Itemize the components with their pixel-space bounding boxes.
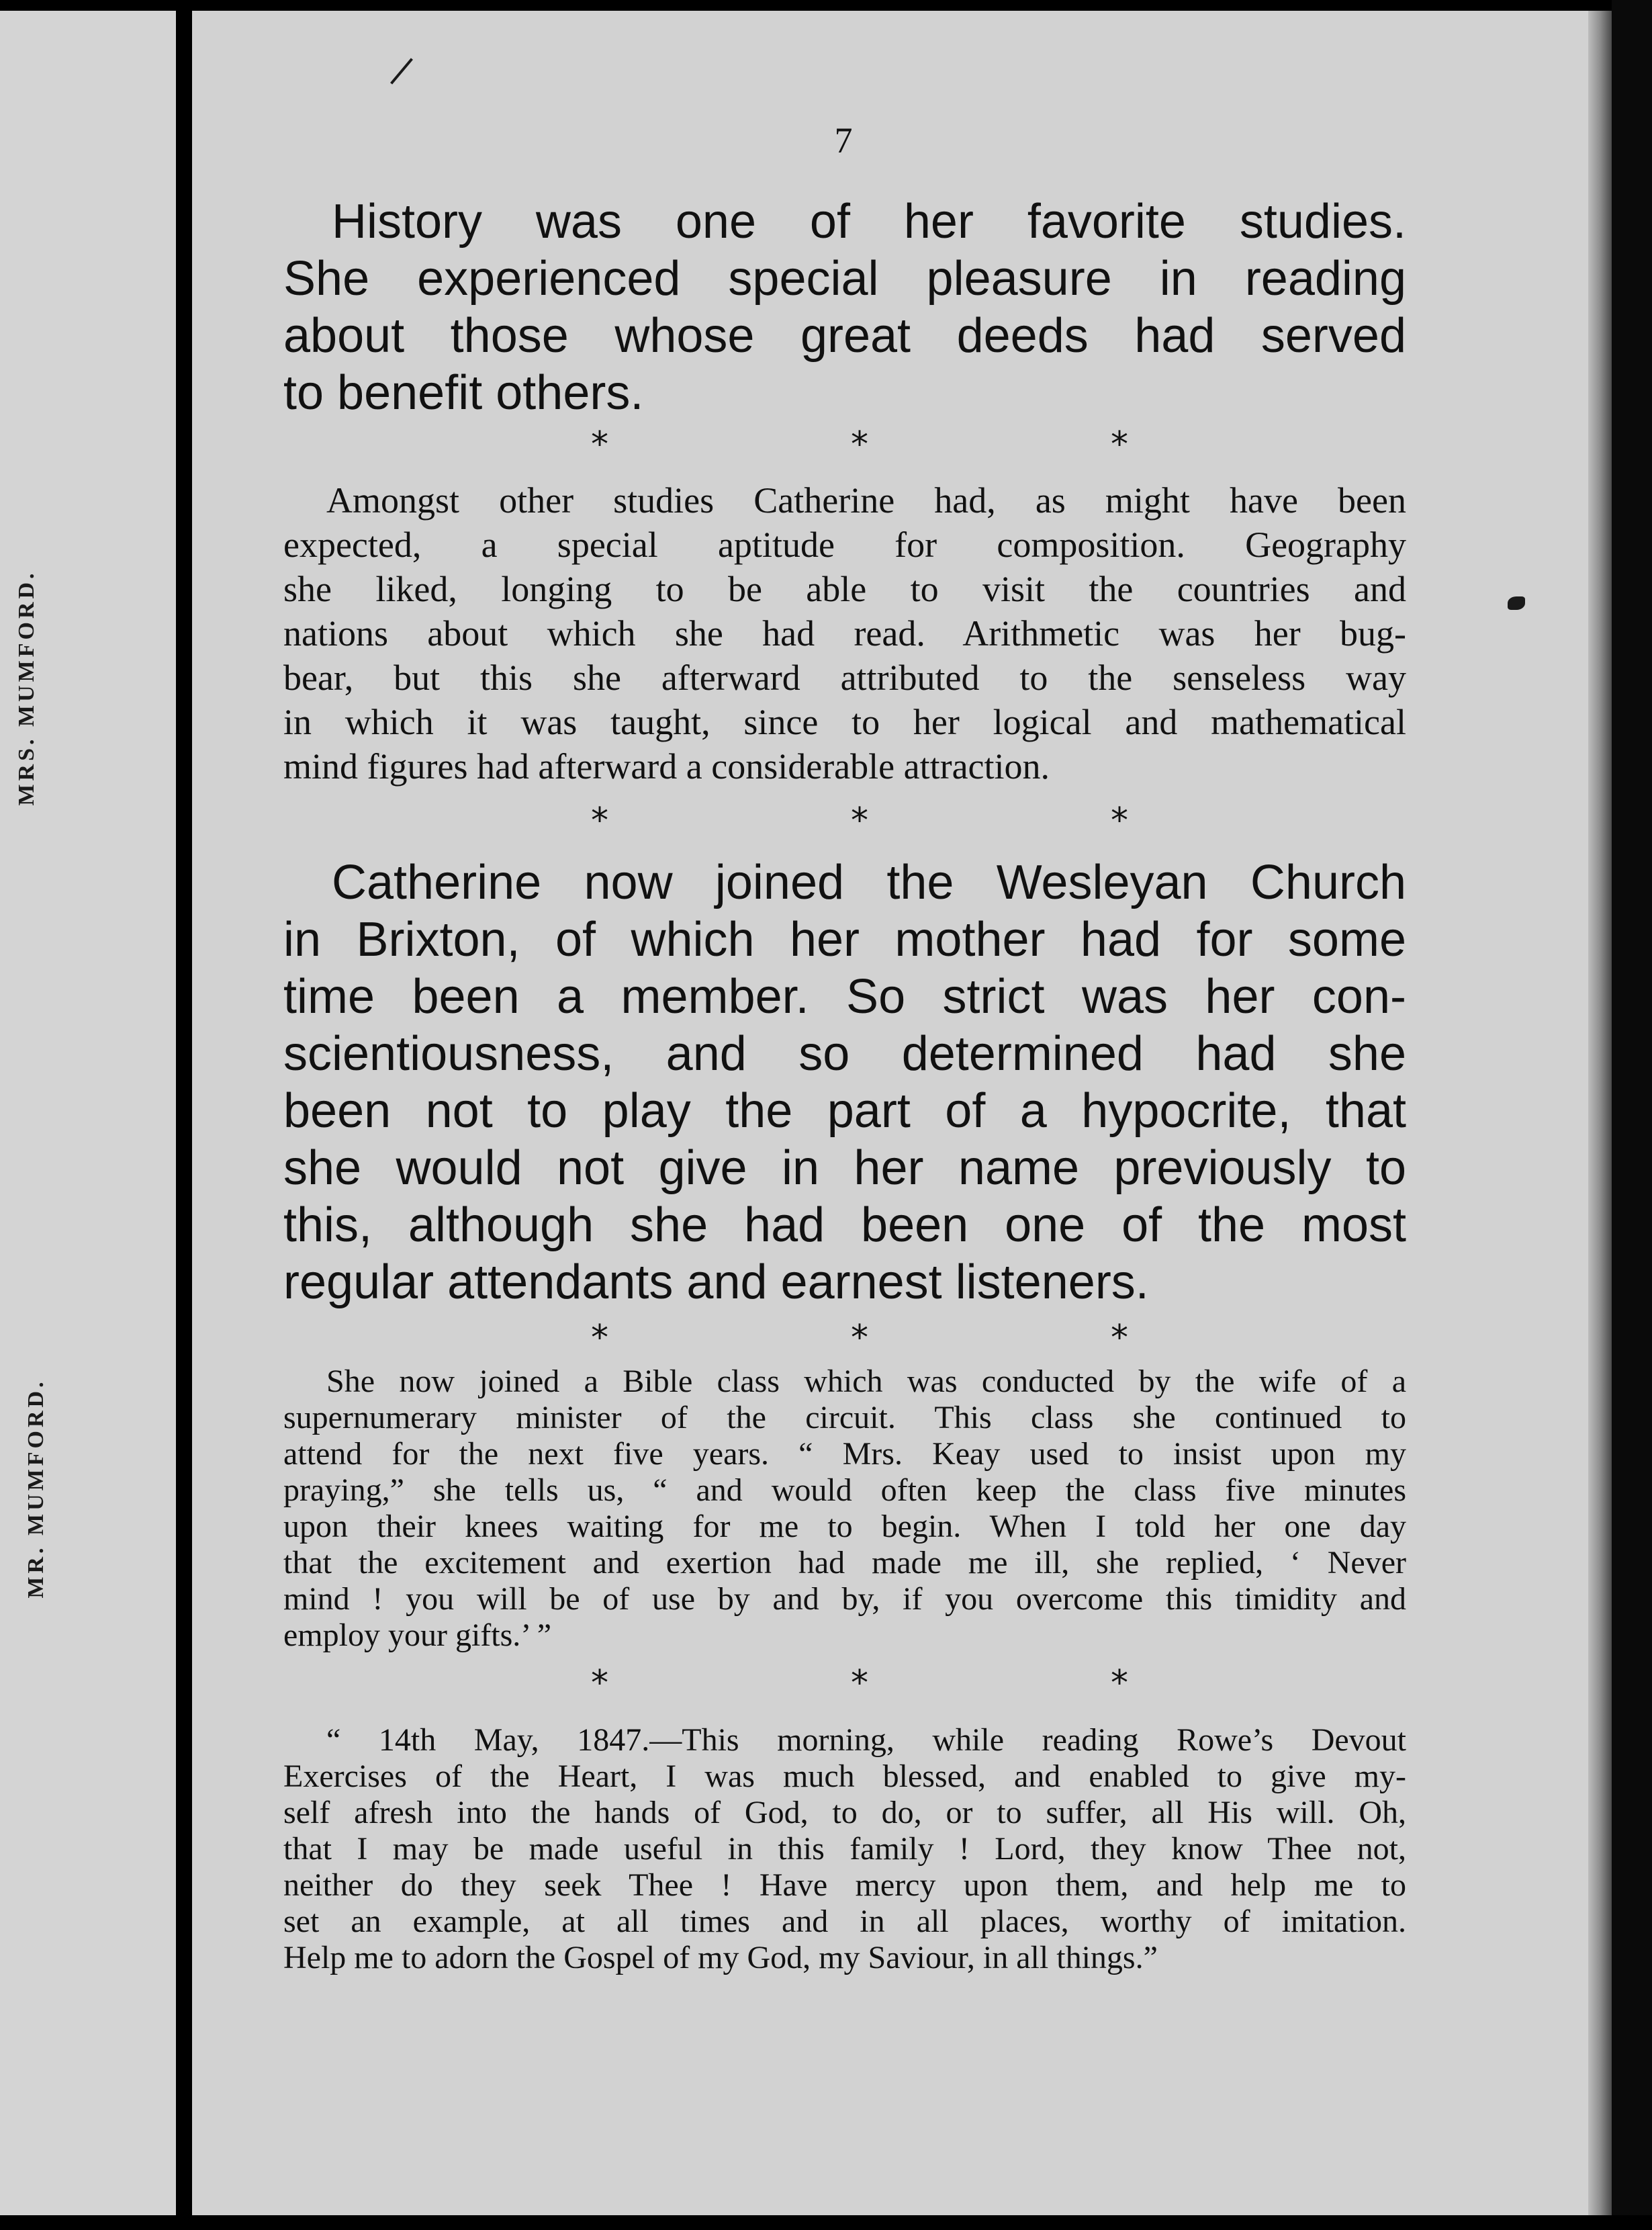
text-line: She experienced special pleasure in reading <box>283 252 1406 306</box>
text-line: Amongst other studies Catherine had, as might have been <box>326 480 1406 521</box>
scan-border-top <box>0 0 1652 11</box>
separator-asterisk: * <box>851 1663 868 1703</box>
text-line: Exercises of the Heart, I was much blessed, and enabled to give my- <box>283 1758 1406 1794</box>
text-line: she would not give in her name previously to <box>283 1141 1406 1195</box>
text-line: in which it was taught, since to her logical and mathematical <box>283 702 1406 742</box>
text-line: “ 14th May, 1847.—This morning, while reading Rowe’s Devout <box>326 1722 1406 1758</box>
text-line: employ your gifts.’ ” <box>283 1617 552 1653</box>
paragraph-bible-class <box>283 1364 1406 1654</box>
separator-asterisk: * <box>591 801 608 841</box>
section-separator <box>591 425 1128 465</box>
spine-label-mr-mumford: MR. MUMFORD. <box>24 1378 48 1599</box>
text-line: that the excitement and exertion had made me ill, she replied, ‘ Never <box>283 1545 1406 1580</box>
text-line: mind ! you will be of use by and by, if you overcome this timidity and <box>283 1581 1406 1617</box>
section-separator <box>591 801 1128 841</box>
text-line: in Brixton, of which her mother had for some <box>283 913 1406 967</box>
text-line: this, although she had been one of the most <box>283 1198 1406 1252</box>
text-line: been not to play the part of a hypocrite, that <box>283 1084 1406 1138</box>
text-line: bear, but this she afterward attributed to the senseless way <box>283 658 1406 698</box>
page-edge-shadow <box>1588 11 1612 2215</box>
text-line: supernumerary minister of the circuit. This class she continued to <box>283 1400 1406 1435</box>
text-line: Help me to adorn the Gospel of my God, my Saviour, in all things.” <box>283 1940 1158 1975</box>
text-line: she liked, longing to be able to visit the countries and <box>283 569 1406 609</box>
text-line: time been a member. So strict was her con- <box>283 970 1406 1024</box>
text-line: scientiousness, and so determined had she <box>283 1027 1406 1081</box>
separator-asterisk: * <box>851 1318 868 1358</box>
separator-asterisk: * <box>591 425 608 465</box>
text-line: expected, a special aptitude for composition. Geography <box>283 525 1406 565</box>
text-line: attend for the next five years. “ Mrs. Keay used to insist upon my <box>283 1436 1406 1472</box>
text-line: about those whose great deeds had served <box>283 309 1406 363</box>
separator-asterisk: * <box>591 1318 608 1358</box>
section-separator <box>591 1318 1128 1358</box>
separator-asterisk: * <box>851 801 868 841</box>
separator-asterisk: * <box>1111 1663 1128 1703</box>
scan-border-bottom <box>0 2215 1652 2230</box>
text-line: self afresh into the hands of God, to do, or to suffer, all His will. Oh, <box>283 1795 1406 1830</box>
text-line: to benefit others. <box>283 366 644 420</box>
text-line: upon their knees waiting for me to begin. When I told her one day <box>283 1509 1406 1544</box>
text-line: nations about which she had read. Arithmetic was her bug- <box>283 613 1406 654</box>
text-line: History was one of her favorite studies. <box>332 195 1406 249</box>
book-gutter <box>176 11 192 2215</box>
paragraph-diary-entry <box>283 1722 1406 1976</box>
text-line: that I may be made useful in this family ! Lord, they know Thee not, <box>283 1831 1406 1867</box>
text-line: regular attendants and earnest listeners. <box>283 1255 1149 1309</box>
paragraph-wesleyan-church <box>283 854 1406 1311</box>
separator-asterisk: * <box>1111 1318 1128 1358</box>
spine-label-mrs-mumford: MRS. MUMFORD. <box>14 570 39 806</box>
text-line: neither do they seek Thee ! Have mercy upon them, and help me to <box>283 1867 1406 1903</box>
separator-asterisk: * <box>851 425 868 465</box>
text-line: set an example, at all times and in all places, worthy of imitation. <box>283 1904 1406 1939</box>
separator-asterisk: * <box>591 1663 608 1703</box>
paragraph-history <box>283 193 1406 422</box>
separator-asterisk: * <box>1111 801 1128 841</box>
text-line: mind figures had afterward a considerable attraction. <box>283 746 1050 787</box>
page-number: 7 <box>834 120 853 161</box>
scan-border-right <box>1612 0 1652 2230</box>
text-line: She now joined a Bible class which was conducted by the wife of a <box>326 1364 1406 1399</box>
separator-asterisk: * <box>1111 425 1128 465</box>
text-line: praying,” she tells us, “ and would often keep the class five minutes <box>283 1472 1406 1508</box>
facing-page-margin <box>0 11 176 2215</box>
section-separator <box>591 1663 1128 1703</box>
paragraph-studies <box>283 478 1406 789</box>
text-line: Catherine now joined the Wesleyan Church <box>332 856 1406 909</box>
ink-blot <box>1508 596 1525 610</box>
